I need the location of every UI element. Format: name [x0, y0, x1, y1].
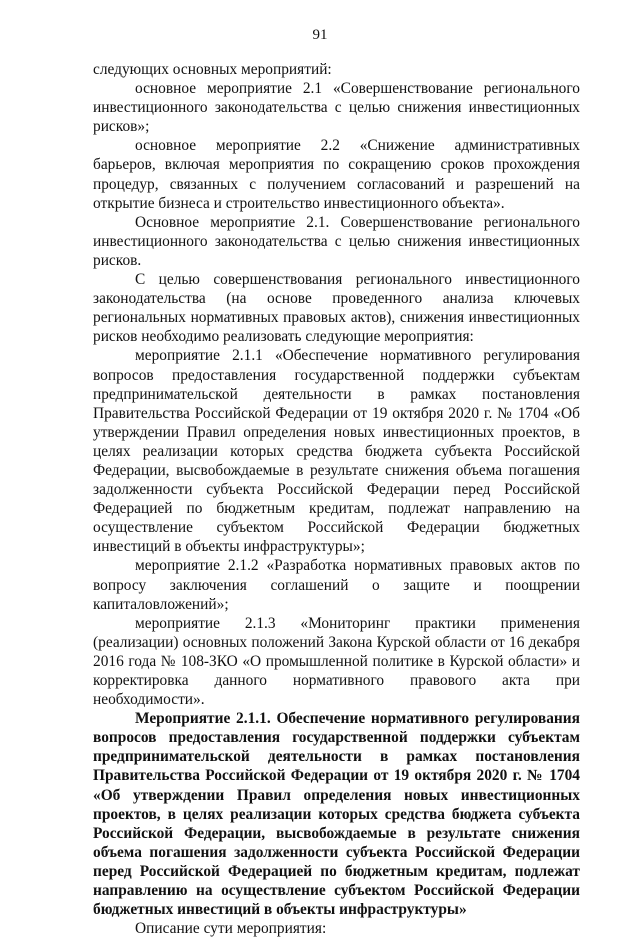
- page-number: 91: [312, 27, 328, 43]
- paragraph-purpose: С целью совершенствования регионального инвестиционного законодательства (на основе проведенного анализа ключевых региональных нормативных правовых актов), снижения инвестиционных рисков необходимо реализовать следующие мероприятия:: [93, 271, 580, 346]
- paragraph-intro: следующих основных мероприятий:: [93, 61, 332, 78]
- paragraph-section-heading: Основное мероприятие 2.1. Совершенствование регионального инвестиционного законодательства с целью снижения инвестиционных рисков.: [93, 213, 580, 269]
- paragraph-measure-2-1-1: мероприятие 2.1.1 «Обеспечение нормативного регулирования вопросов предоставления государственной поддержки субъектам предпринимательской деятельности в рамках постановления Правительства Российской Федерации от 19 октября 2020 г. № 1704 «Об утверждении Правил определения новых инвестиционных проектов, в целях реализации которых средства бюджета субъекта Российской Федерации, высвобождаемые в результате снижения объема погашения задолженности субъекта Российской Федерации перед Российской Федерацией по бюджетным кредитам, подлежат направлению на осуществление субъектом Российской Федерации бюджетных инвестиций в объекты инфраструктуры»;: [93, 347, 580, 556]
- paragraph-measure-2-1-2: мероприятие 2.1.2 «Разработка нормативных правовых актов по вопросу заключения соглашений о защите и поощрении капиталовложений»;: [93, 557, 580, 613]
- document-body: [93, 60, 580, 938]
- paragraph-description-label: Описание сути мероприятия:: [135, 920, 327, 938]
- paragraph-bold-heading-2-1-1: Мероприятие 2.1.1. Обеспечение нормативного регулирования вопросов предоставления государственной поддержки субъектам предпринимательской деятельности в рамках постановления Правительства Российской Федерации от 19 октября 2020 г. № 1704 «Об утверждении Правил определения новых инвестиционных проектов, в целях реализации которых средства бюджета субъекта Российской Федерации, высвобождаемые в результате снижения объема погашения задолженности субъекта Российской Федерации перед Российской Федерацией по бюджетным кредитам, подлежат направлению на осуществление субъектом Российской Федерации бюджетных инвестиций в объекты инфраструктуры»: [93, 710, 580, 919]
- paragraph-activity-2-2: основное мероприятие 2.2 «Снижение административных барьеров, включая мероприятия по сокращению сроков прохождения процедур, связанных с получением согласований и разрешений на открытие бизнеса и строительство инвестиционного объекта».: [93, 137, 580, 212]
- paragraph-activity-2-1: основное мероприятие 2.1 «Совершенствование регионального инвестиционного законодательства с целью снижения инвестиционных рисков»;: [93, 80, 580, 136]
- paragraph-measure-2-1-3: мероприятие 2.1.3 «Мониторинг практики применения (реализации) основных положений Закона Курской области от 16 декабря 2016 года № 108-ЗКО «О промышленной политике в Курской области» и корректировка данного нормативного правового акта при необходимости».: [93, 614, 580, 709]
